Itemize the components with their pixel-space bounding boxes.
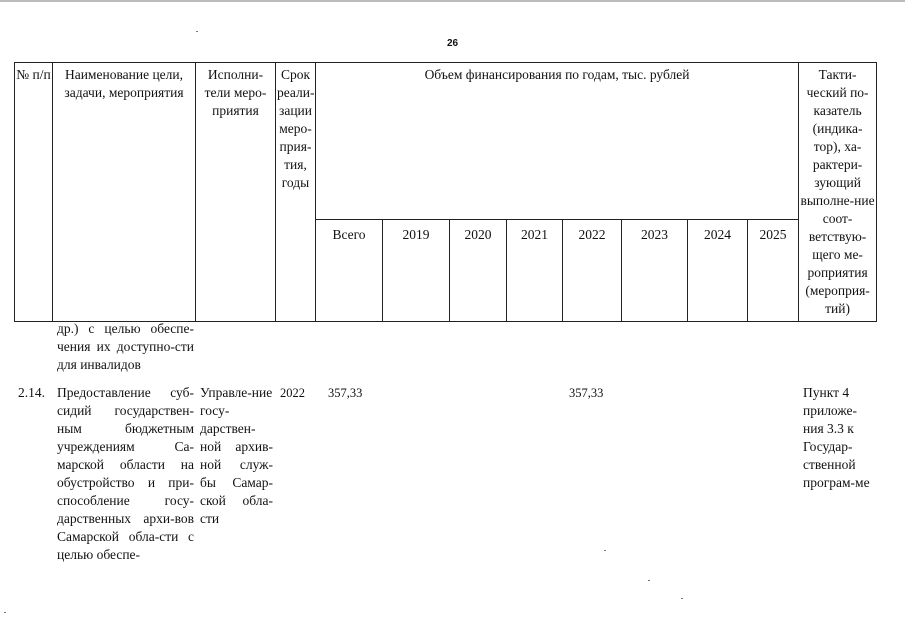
- row-total: 357,33: [328, 386, 363, 400]
- scan-top-edge: [0, 0, 905, 2]
- header-financing: Объем финансирования по годам, тыс. рублей: [316, 63, 799, 220]
- scan-speck: [681, 598, 683, 599]
- header-indicator: Такти-ческий по-казатель (индика-тор), ха-рактери-зующий выполне-ние соот-ветствую-щего ме-роприятия (мероприя-тий): [799, 63, 877, 322]
- header-name: Наименование цели, задачи, мероприятия: [53, 63, 196, 322]
- scan-speck: [4, 612, 6, 613]
- header-year-2022: 2022: [563, 220, 622, 322]
- header-year-2019: 2019: [383, 220, 450, 322]
- header-year-2025: 2025: [748, 220, 799, 322]
- financing-table-header: [14, 62, 877, 322]
- scan-speck: [648, 580, 650, 581]
- header-year-2021: 2021: [507, 220, 563, 322]
- header-executor: Исполни-тели меро-приятия: [196, 63, 276, 322]
- row-indicator: Пункт 4 приложе-ния 3.3 к Государ-ственной програм-ме: [803, 385, 870, 490]
- row-year-2022: 357,33: [569, 386, 604, 400]
- header-term: Срок реали-зации меро-прия-тия, годы: [276, 63, 316, 322]
- header-year-2023: 2023: [622, 220, 688, 322]
- header-year-2024: 2024: [688, 220, 748, 322]
- header-year-total: Всего: [316, 220, 383, 322]
- row-number: 2.14.: [18, 385, 45, 400]
- header-year-2020: 2020: [450, 220, 507, 322]
- page-number: 26: [446, 38, 459, 49]
- row-executor: Управле-ние госу-дарствен-ной архив-ной служ-бы Самар-ской обла-сти: [200, 385, 273, 526]
- scan-speck: [604, 550, 606, 551]
- row-name: Предоставление суб-сидий государствен-ным бюджетным учреждениям Са-марской области на обустройство и при-способление госу-дарственных архи-вов Самарской обла-сти с целью обеспе-: [57, 385, 194, 562]
- row-term: 2022: [280, 386, 305, 400]
- scan-speck: [196, 31, 198, 32]
- header-number: № п/п: [15, 63, 53, 322]
- previous-row-continuation: др.) с целью обеспе-чения их доступно-сти для инвалидов: [57, 321, 194, 372]
